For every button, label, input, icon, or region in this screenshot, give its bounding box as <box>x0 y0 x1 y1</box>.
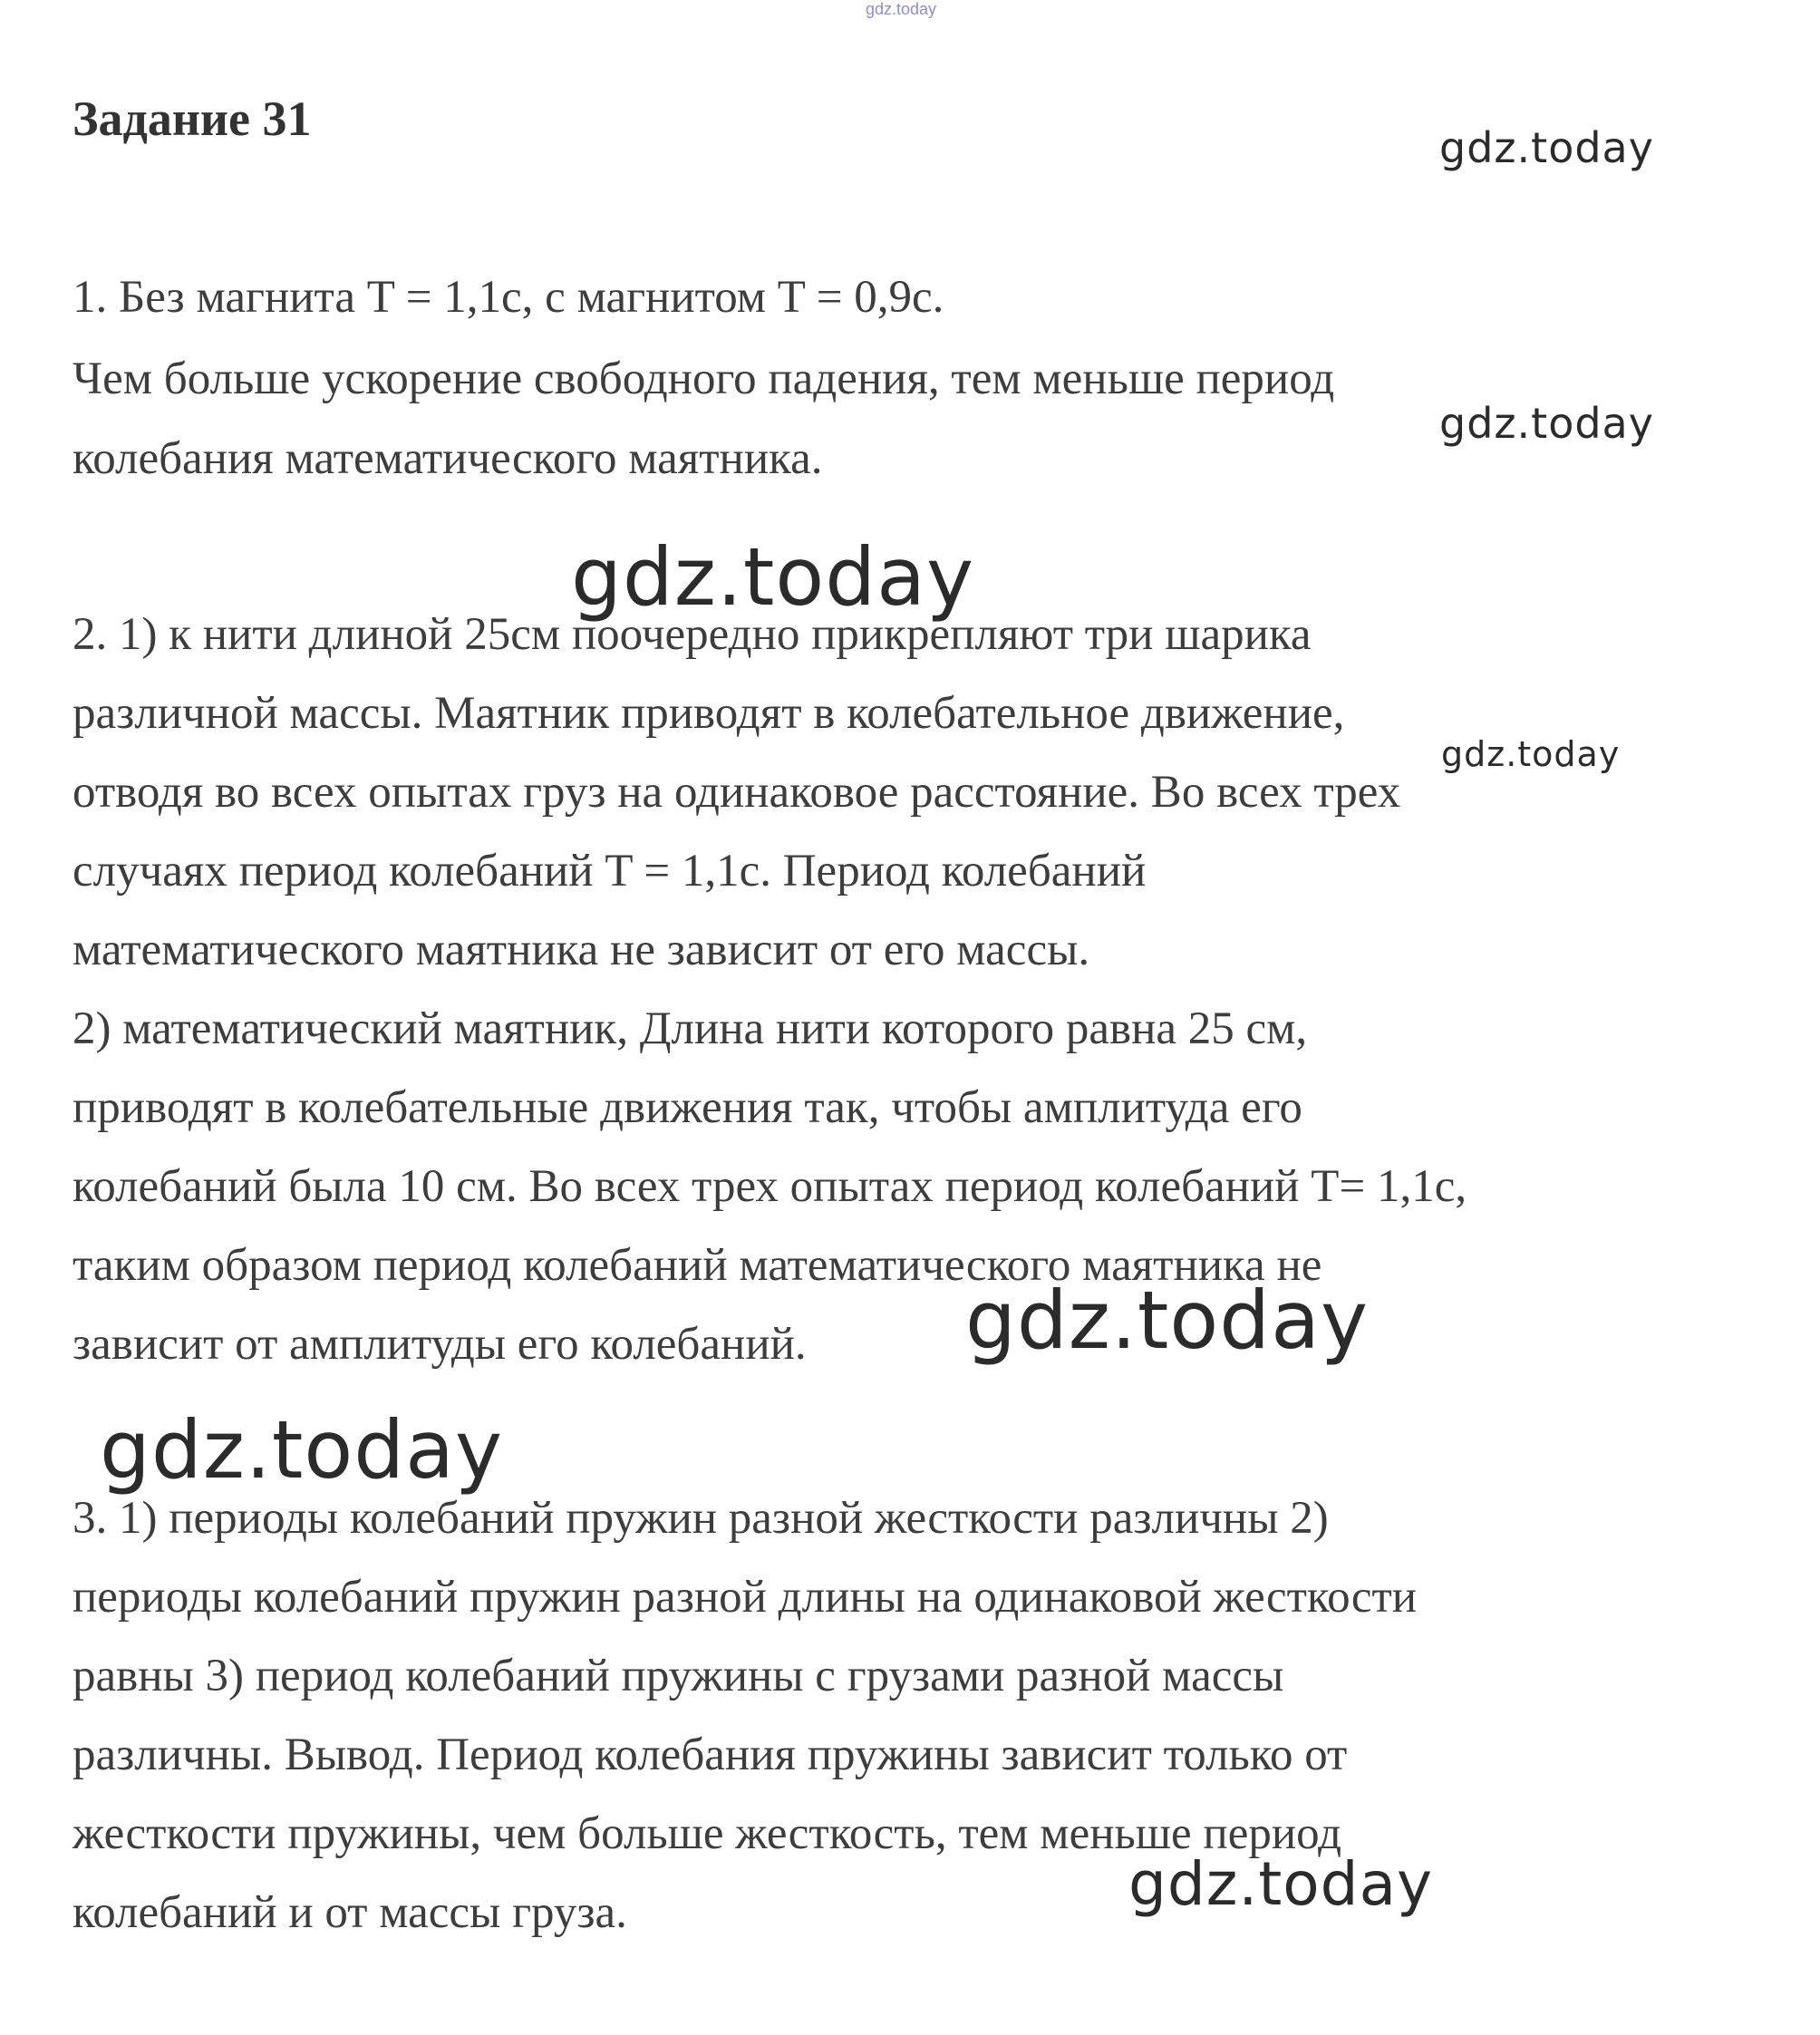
watermark: gdz.today <box>1439 399 1654 448</box>
text-line: периоды колебаний пружин разной длины на одинаковой жесткости <box>73 1572 1418 1623</box>
watermark: gdz.today <box>1128 1849 1434 1919</box>
text-line: 3. 1) периоды колебаний пружин разной жесткости различны 2) <box>73 1493 1329 1544</box>
watermark: gdz.today <box>1441 734 1621 774</box>
text-line: различны. Вывод. Период колебания пружины зависит только от <box>73 1730 1348 1780</box>
text-line: приводят в колебательные движения так, чтобы амплитуда его <box>73 1082 1302 1133</box>
text-line: равны 3) период колебаний пружины с грузами разной массы <box>73 1651 1284 1701</box>
text-line: случаях период колебаний T = 1,1с. Период колебаний <box>73 846 1147 896</box>
text-line: зависит от амплитуды его колебаний. <box>73 1319 807 1370</box>
watermark: gdz.today <box>965 1274 1370 1367</box>
text-line: колебаний и от массы груза. <box>73 1887 627 1938</box>
text-line: 2) математический маятник, Длина нити которого равна 25 см, <box>73 1003 1308 1054</box>
task-title: Задание 31 <box>73 92 312 146</box>
text-line: таким образом период колебаний математического маятника не <box>73 1240 1322 1291</box>
watermark: gdz.today <box>1439 123 1654 172</box>
watermark: gdz.today <box>100 1403 504 1497</box>
text-line: колебаний была 10 см. Во всех трех опытах период колебаний T= 1,1с, <box>73 1161 1467 1212</box>
text-line: Чем больше ускорение свободного падения, тем меньше период <box>73 354 1335 404</box>
text-line: математического маятника не зависит от его массы. <box>73 925 1090 975</box>
watermark: gdz.today <box>571 530 975 624</box>
text-line: колебания математического маятника. <box>73 433 823 484</box>
text-line: различной массы. Маятник приводят в колебательное движение, <box>73 688 1345 739</box>
text-line: 1. Без магнита T = 1,1с, с магнитом T = 0,9с. <box>73 272 944 323</box>
text-line: отводя во всех опытах груз на одинаковое расстояние. Во всех трех <box>73 767 1401 818</box>
text-line: 2. 1) к нити длиной 25см поочередно прикрепляют три шарика <box>73 609 1312 660</box>
top-watermark: gdz.today <box>866 0 937 18</box>
text-line: жесткости пружины, чем больше жесткость, тем меньше период <box>73 1808 1342 1859</box>
